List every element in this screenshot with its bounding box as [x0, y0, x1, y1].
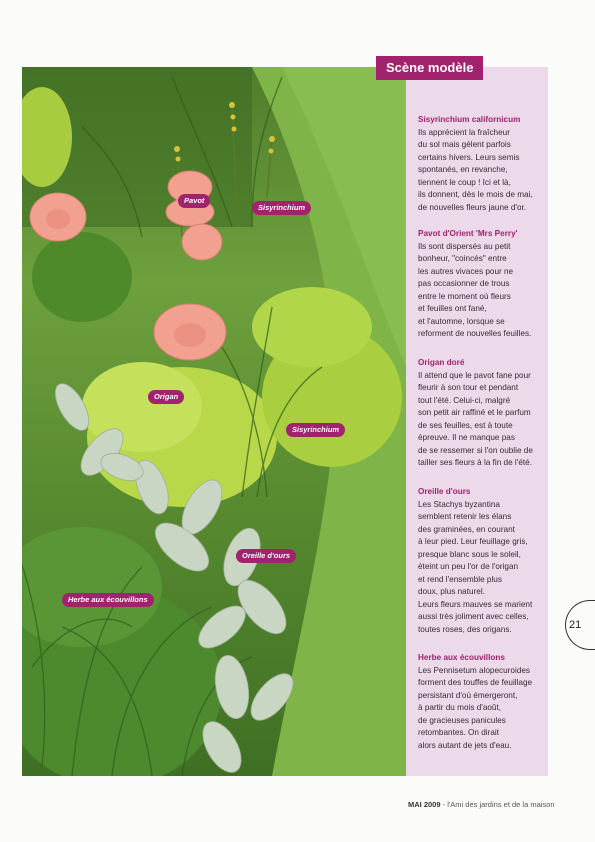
- body-line: de gracieuses panicules: [418, 715, 506, 725]
- body-line: semblent retenir les élans: [418, 512, 512, 521]
- body-line: alors autant de jets d'eau.: [418, 740, 512, 750]
- body-line: épreuve. Il ne manque pas: [418, 433, 515, 442]
- body-line: Ils sont dispersés au petit: [418, 241, 511, 251]
- page-number-tab: [565, 600, 595, 650]
- section-origan: [418, 357, 546, 470]
- body-line: les autres vivaces pour ne: [418, 266, 514, 276]
- body-line: persistant d'où émergeront,: [418, 690, 518, 700]
- body-line: certains hivers. Leurs semis: [418, 152, 520, 162]
- body-line: à partir du mois d'août,: [418, 703, 502, 712]
- section-title: Oreille d'ours: [418, 487, 471, 496]
- body-line: pas occasionner de trous: [418, 279, 510, 288]
- body-line: bonheur, "coincés" entre: [418, 254, 507, 263]
- garden-photo: [22, 67, 406, 776]
- body-line: et rend l'ensemble plus: [418, 574, 502, 584]
- section-body: [418, 241, 546, 341]
- section-body: [418, 499, 546, 637]
- label-sisyrinchium-top: Sisyrinchium: [252, 201, 311, 215]
- label-herbe-aux-ecouvillons: Herbe aux écouvillons: [62, 593, 154, 607]
- body-line: et feuilles ont fané,: [418, 304, 487, 313]
- body-line: toutes roses, des origans.: [418, 624, 512, 634]
- body-line: tailler ses fleurs à la fin de l'été.: [418, 458, 532, 467]
- garden-illustration: [22, 67, 406, 776]
- section-header: Scène modèle: [376, 56, 483, 80]
- section-title: Pavot d'Orient 'Mrs Perry': [418, 229, 518, 238]
- section-title: Sisyrinchium californicum: [418, 115, 521, 124]
- body-line: doux, plus naturel.: [418, 587, 485, 596]
- body-line: des graminées, en courant: [418, 524, 515, 534]
- section-body: [418, 665, 546, 753]
- body-line: tiennent le coup ! Ici et là,: [418, 177, 511, 187]
- body-line: reforment de nouvelles feuilles.: [418, 329, 532, 338]
- label-pavot: Pavot: [178, 194, 210, 208]
- body-line: Les Pennisetum alopecuroides: [418, 665, 530, 675]
- body-line: Il attend que le pavot fane pour: [418, 370, 531, 380]
- section-oreille-d-ours: [418, 486, 546, 636]
- section-herbe-aux-ecouvillons: [418, 652, 546, 752]
- body-line: et l'automne, lorsque se: [418, 316, 505, 326]
- body-line: ils donnent, dès le mois de mai,: [418, 190, 533, 199]
- footer-issue: MAI 2009: [408, 800, 441, 809]
- body-line: Leurs fleurs mauves se marient: [418, 599, 533, 609]
- body-line: tout l'été. Celui-ci, malgré: [418, 395, 511, 405]
- label-oreille-d-ours: Oreille d'ours: [236, 549, 296, 563]
- section-sisyrinchium: [418, 114, 546, 214]
- section-title: Herbe aux écouvillons: [418, 653, 505, 662]
- footer-magazine: - l'Ami des jardins et de la maison: [440, 800, 555, 809]
- body-line: éteint un peu l'or de l'origan: [418, 562, 519, 571]
- footer: [408, 800, 555, 809]
- body-line: du sol mais gèlent parfois: [418, 140, 511, 149]
- body-line: Les Stachys byzantina: [418, 499, 500, 509]
- body-line: fleurir à son tour et pendant: [418, 383, 519, 392]
- page-number: 21: [569, 619, 582, 631]
- body-line: de nouvelles fleurs jaune d'or.: [418, 202, 527, 212]
- body-line: forment des touffes de feuillage: [418, 678, 533, 687]
- body-line: presque blanc sous le soleil,: [418, 549, 521, 559]
- section-body: [418, 127, 546, 215]
- body-line: à leur pied. Leur feuillage gris,: [418, 537, 528, 546]
- body-line: entre le moment où fleurs: [418, 291, 511, 301]
- body-line: de ses feuilles, est à toute: [418, 420, 513, 430]
- body-line: spontanés, en revanche,: [418, 165, 508, 174]
- label-origan: Origan: [148, 390, 184, 404]
- body-line: aussi très joliment avec celles,: [418, 612, 529, 621]
- section-pavot: [418, 228, 546, 341]
- body-line: Ils apprécient la fraîcheur: [418, 127, 510, 137]
- body-line: son petit air raffiné et le parfum: [418, 408, 531, 417]
- body-line: de se ressemer si l'on oublie de: [418, 445, 533, 455]
- section-title: Origan doré: [418, 358, 465, 367]
- body-line: retombantes. On dirait: [418, 728, 500, 737]
- label-sisyrinchium-mid: Sisyrinchium: [286, 423, 345, 437]
- section-body: [418, 370, 546, 470]
